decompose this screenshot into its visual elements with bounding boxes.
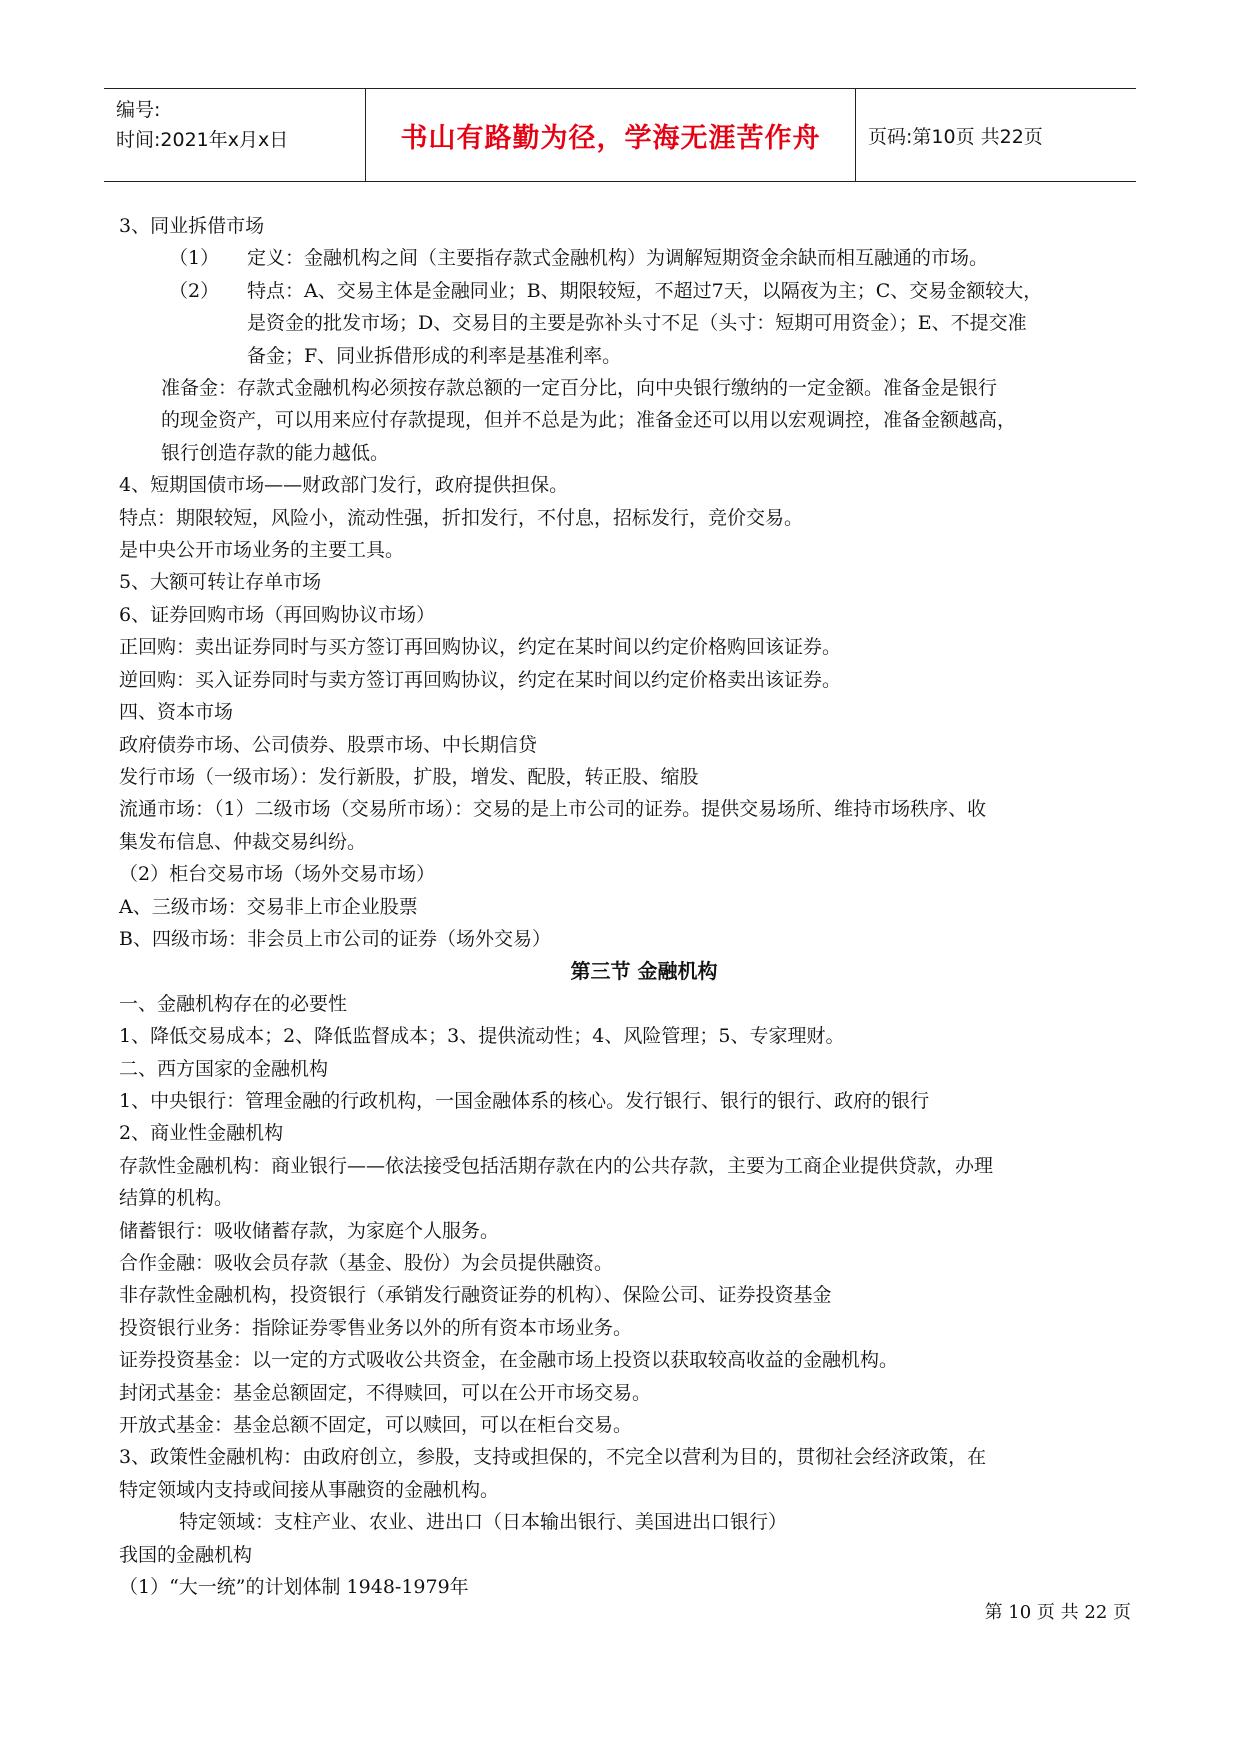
text-line: 二、西方国家的金融机构: [119, 1057, 329, 1080]
text-line: B、四级市场：非会员上市公司的证券（场外交易）: [119, 927, 551, 950]
text-line: 逆回购：买入证券同时与卖方签订再回购协议，约定在某时间以约定价格卖出该证券。: [119, 668, 842, 691]
text-line: 证券投资基金：以一定的方式吸收公共资金，在金融市场上投资以获取较高收益的金融机构。: [119, 1349, 899, 1372]
item-body: [239, 275, 1129, 372]
text-line: 2、商业性金融机构: [119, 1122, 284, 1145]
text-line: 定义：金融机构之间（主要指存款式金融机构）为调解短期资金余缺而相互融通的市场。: [247, 247, 989, 270]
header-table: [104, 88, 1136, 182]
text-line: 开放式基金：基金总额不固定，可以赎回，可以在柜台交易。: [119, 1414, 633, 1437]
document-body: [119, 210, 1129, 1603]
text-line: 3、同业拆借市场: [119, 215, 265, 237]
text-line: 准备金：存款式金融机构必须按存款总额的一定百分比，向中央银行缴纳的一定金额。准备金是银行: [161, 377, 998, 400]
text-line: 1、降低交易成本；2、降低监督成本；3、提供流动性；4、风险管理；5、专家理财。: [119, 1025, 845, 1048]
text-line: （2）柜台交易市场（场外交易市场）: [119, 863, 436, 886]
text-line: 4、短期国债市场——财政部门发行，政府提供担保。: [119, 474, 569, 497]
text-line: 特点：期限较短，风险小，流动性强，折扣发行，不付息，招标发行，竞价交易。: [119, 506, 804, 529]
text-line: 政府债券市场、公司债券、股票市场、中长期信贷: [119, 733, 538, 756]
header-page-label: 页码:第10页 共22页: [868, 125, 1043, 148]
text-line: 发行市场（一级市场）：发行新股，扩股，增发、配股，转正股、缩股: [119, 765, 699, 788]
list-item: [119, 275, 1129, 372]
item-number: （1）: [169, 247, 220, 270]
time-label: 时间:2021年x月x日: [116, 129, 289, 151]
list-item: [119, 242, 1129, 274]
text-line: 特点：A、交易主体是金融同业；B、期限较短，不超过7天，以隔夜为主；C、交易金额较大，: [247, 279, 1043, 302]
text-line: 流通市场：（1）二级市场（交易所市场）：交易的是上市公司的证券。提供交易场所、维持市场秩序、收: [119, 798, 987, 821]
text-line: 结算的机构。: [119, 1187, 234, 1210]
text-line: 合作金融：吸收会员存款（基金、股份）为会员提供融资。: [119, 1252, 614, 1274]
text-line: 银行创造存款的能力越低。: [161, 441, 390, 464]
section-heading: 第三节 金融机构: [570, 959, 718, 984]
item-number: （2）: [169, 279, 220, 302]
text-line: 储蓄银行：吸收储蓄存款，为家庭个人服务。: [119, 1219, 500, 1242]
text-line: 特定领域：支柱产业、农业、进出口（日本输出银行、美国进出口银行）: [179, 1511, 788, 1534]
text-line: 1、中央银行：管理金融的行政机构，一国金融体系的核心。发行银行、银行的银行、政府的银行: [119, 1089, 930, 1112]
text-line: 特定领域内支持或间接从事融资的金融机构。: [119, 1478, 500, 1501]
text-line: A、三级市场：交易非上市企业股票: [119, 895, 418, 918]
text-line: 3、政策性金融机构：由政府创立，参股，支持或担保的，不完全以营利为目的，贯彻社会经济政策，在: [119, 1446, 987, 1469]
text-line: 我国的金融机构: [119, 1543, 253, 1566]
text-line: 非存款性金融机构，投资银行（承销发行融资证券的机构）、保险公司、证券投资基金: [119, 1284, 832, 1307]
text-line: 是资金的批发市场；D、交易目的主要是弥补头寸不足（头寸：短期可用资金）；E、不提交准: [247, 312, 1027, 335]
text-line: （1）“大一统”的计划体制 1948-1979年: [119, 1576, 469, 1599]
text-line: 备金；F、同业拆借形成的利率是基准利率。: [247, 344, 622, 367]
text-line: 一、金融机构存在的必要性: [119, 992, 348, 1015]
text-line: 5、大额可转让存单市场: [119, 571, 322, 594]
text-line: 的现金资产，可以用来应付存款提现，但并不总是为此；准备金还可以用以宏观调控，准备金额越高，: [161, 409, 1017, 432]
text-line: 是中央公开市场业务的主要工具。: [119, 539, 405, 562]
header-left-cell: [104, 89, 366, 181]
header-motto: 书山有路勤为径，学海无涯苦作舟: [366, 89, 856, 181]
text-line: 封闭式基金：基金总额固定，不得赎回，可以在公开市场交易。: [119, 1381, 652, 1404]
text-line: 四、资本市场: [119, 701, 234, 724]
text-line: 存款性金融机构：商业银行——依法接受包括活期存款在内的公共存款，主要为工商企业提供贷款，办理: [119, 1154, 994, 1177]
text-line: 6、证券回购市场（再回购协议市场）: [119, 603, 436, 626]
text-line: 投资银行业务：指除证券零售业务以外的所有资本市场业务。: [119, 1316, 633, 1339]
page-footer: 第 10 页 共 22 页: [984, 1602, 1131, 1623]
text-line: 正回购：卖出证券同时与买方签订再回购协议，约定在某时间以约定价格购回该证券。: [119, 636, 842, 659]
number-label: 编号:: [116, 99, 161, 121]
text-line: 集发布信息、仲裁交易纠纷。: [119, 830, 367, 853]
